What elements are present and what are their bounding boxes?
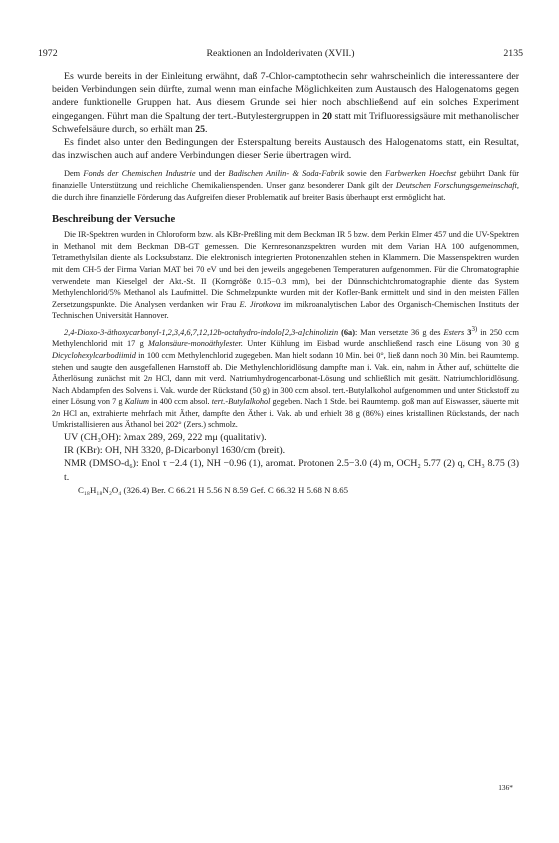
- running-header: [38, 48, 523, 60]
- ir-spectrum: IR (KBr): OH, NH 3320, β-Dicarbonyl 1630/cm (breit).: [64, 445, 286, 457]
- header-year: 1972: [38, 48, 58, 59]
- header-page-number: 2135: [503, 48, 523, 59]
- paragraph-methods: Die IR-Spektren wurden in Chloroform bzw. als KBr-Preßling mit dem Beckman IR 5 bzw. dem Perkin Elmer 457 und die UV-Spektren in Methanol mit dem Beckman DB-GT gemessen. Die Kernresonanzspektren wurden mit dem Varian HA 100 aufgenommen, Tetramethylsilan diente als Locksubstanz. Die elektronisch integrierten Protonenzahlen stehen in Klammern. Die Massenspektren wurden mit dem CH-5 der Firma Varian MAT bei 70 eV und bei den jeweils angegebenen Temperaturen aufgenommen. Für die Chromatographie verwendete man Kieselgel der Akt.-St. II (Korngröße 0.15−0.3 mm), bei der Dünnschichtchromatographie diente das System Methylenchlorid/5% Methanol als Laufmittel. Die Schmelzpunkte wurden mit der Kofler-Bank ermittelt und sind in den meisten Fällen Zersetzungspunkte. Die Analysen verdanken wir Frau E. Jirotkova im mikroanalytischen Labor des Organisch-Chemischen Instituts der Technischen Universität Hannover.: [52, 230, 519, 321]
- paragraph-intro: Es wurde bereits in der Einleitung erwähnt, daß 7-Chlor-camptothecin sehr wahrscheinlich die interessantere der beiden Verbindungen sein dürfte, zumal wenn man einfache Möglichkeiten zum Austausch des Halogenatoms gegen andere funktionelle Gruppen hat. Aus diesem Grunde sei hier noch abschließend auf ein solches Experiment eingegangen. Führt man die Spaltung der tert.-Butylestergruppen in 20 statt mit Trifluoressigsäure mit methanolischer Schwefelsäure durch, so erhält man 25.: [52, 71, 519, 135]
- uv-spectrum: UV (CH₃OH): λmax 289, 269, 222 mμ (qualitativ).: [64, 432, 267, 444]
- paragraph-experimental-6a: 2,4-Dioxo-3-äthoxycarbonyl-1,2,3,4,6,7,12,12b-octahydro-indolo[2,3-a]chinolizin (6a): Man versetzte 36 g des Esters 3$^{3)}$ in 250 ccm Methylenchlorid mit 17 g Malonsäure-monoäthylester. Unter Kühlung im Eisbad wurde anschließend rasch eine Lösung von 30 g Dicyclohexylcarbodiimid in 100 ccm Methylenchlorid zugegeben. Man hielt sodann 10 Min. bei 0°, ließ dann noch 30 Min. bei Raumtemp. stehen und saugte den ausgefallenen Harnstoff ab. Die Methylenchloridlösung dampfte man i. Vak. ein, nahm in Äther auf, schüttelte die Ätherlösung zunächst mit 2n HCl, dann mit verd. Natriumhydrogencarbonat-Lösung und schließlich mit gesätt. Natriumchloridlösung. Nach Abdampfen des Solvens i. Vak. wurde der Rückstand (50 g) in 300 ccm absol. tert.-Butylalkohol aufgenommen und unter Stickstoff zu einer Lösung von 7 g Kalium in 400 ccm absol. tert.-Butylalkohol gegeben. Nach 1 Stde. bei Raumtemp. goß man auf Eiswasser, säuerte mit 2n HCl an, extrahierte mehrfach mit Äther, dampfte den Äther i. Vak. ab und erhielt 38 g (86%) eines kristallinen Rückstands, der nach Umkristallisieren aus Äthanol bei 202° (Zers.) schmolz.: [52, 325, 520, 430]
- page-content: [52, 70, 519, 496]
- nmr-spectrum: NMR (DMSO-d₆): Enol τ −2.4 (1), NH −0.96 (1), aromat. Protonen 2.5−3.0 (4) m, OCH₂ 5.77 (2) q, CH₃ 8.75 (3) t.: [64, 458, 519, 483]
- signature-mark: 136*: [498, 783, 513, 792]
- paragraph-halogen-exchange: Es findet also unter den Bedingungen der Esterspaltung bereits Austausch des Halogenatoms statt, ein Resultat, das inzwischen auch auf andere Verbindungen dieser Serie übertragen wird.: [52, 137, 519, 162]
- elemental-analysis: C₁₈H₁₈N₂O₄ (326.4) Ber. C 66.21 H 5.56 N 8.59 Gef. C 66.32 H 5.68 N 8.65: [78, 484, 349, 495]
- section-title: Beschreibung der Versuche: [52, 214, 176, 226]
- header-title: Reaktionen an Indolderivaten (XVII.): [206, 48, 355, 59]
- paragraph-acknowledgement: Dem Fonds der Chemischen Industrie und der Badischen Anilin- & Soda-Fabrik sowie den Farbwerken Hoechst gebührt Dank für finanzielle Unterstützung und reichliche Chemikalienspenden. Unser ganz besonderer Dank gilt der Deutschen Forschungsgemeinschaft, die durch ihre finanzielle Förderung das Aufgreifen dieser Problematik auf breiter Basis überhaupt erst ermöglicht hat.: [52, 169, 519, 202]
